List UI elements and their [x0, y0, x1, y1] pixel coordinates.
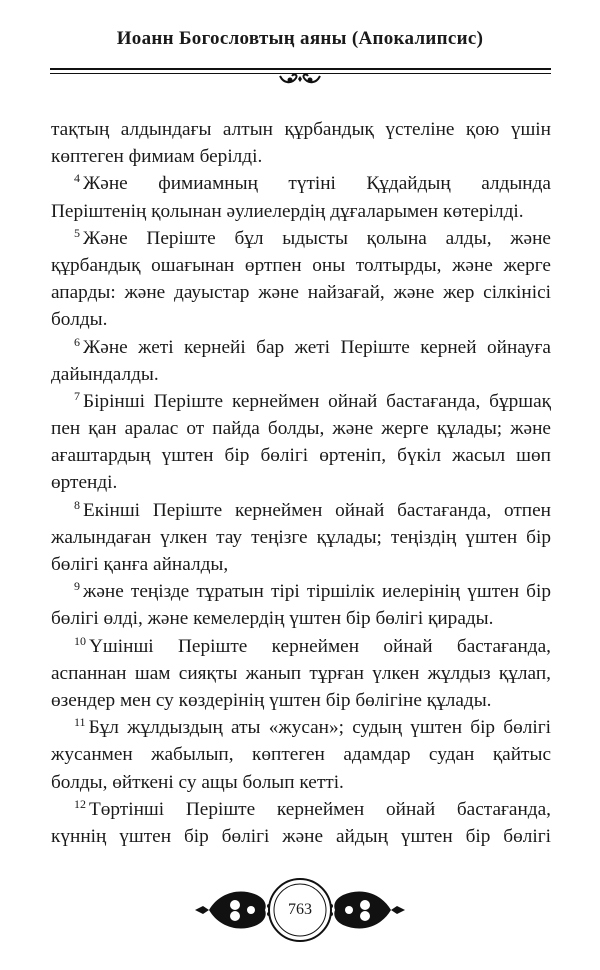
verse-number: 5	[74, 225, 80, 240]
text-line	[51, 469, 551, 496]
verse	[51, 796, 551, 850]
line-text: апарды: және дауыстар және найзағай, және жер сілкінісі	[51, 282, 551, 304]
line-text: жусанмен жабылып, көптеген адамдар судан қайтыс	[51, 744, 551, 766]
text-line	[51, 170, 551, 197]
verse	[51, 578, 551, 632]
text-line	[51, 143, 551, 170]
line-text: Бұл жұлдыздың аты «жусан»; судың үштен бір бөлігі	[88, 717, 551, 739]
line-text: аспаннан шам сияқты жанып тұрған үлкен жұлдыз құлап,	[51, 662, 551, 684]
text-line	[51, 279, 551, 306]
text-line	[51, 198, 551, 225]
line-text: Үшінші Періште кернеймен ойнай бастағанда,	[89, 635, 551, 657]
line-text: және теңізде тұратын тірі тіршілік иелерінің үштен бір	[83, 581, 551, 603]
running-header-title: Иоанн Богословтың аяны (Апокалипсис)	[116, 28, 484, 49]
text-line	[51, 497, 551, 524]
line-text: күннің үштен бір бөлігі және айдың үштен бір бөлігі	[51, 825, 551, 847]
text-line	[51, 361, 551, 388]
line-text: Және Періште бұл ыдысты қолына алды, және	[83, 227, 551, 249]
text-line	[51, 633, 551, 660]
line-text: құрбандық ошағынан өртпен оны толтырды, және жерге	[51, 254, 551, 276]
text-line	[51, 741, 551, 768]
line-text: бөлігі өлді, және кемелердің үштен бір бөлігі қирады.	[51, 608, 494, 630]
header-ornament-icon	[276, 72, 324, 86]
line-text: пен қан аралас от пайда болды, және жерге құлады; және	[51, 418, 551, 440]
text-line	[51, 388, 551, 415]
text-line	[51, 605, 551, 632]
text-line	[51, 796, 551, 823]
text-line	[51, 225, 551, 252]
line-text: ағаштардың үштен бір бөлігі өртеніп, бүкіл жасыл шөп	[51, 445, 551, 467]
line-text: өртенді.	[51, 472, 118, 494]
line-text: Бірінші Періште кернеймен ойнай бастағанда, бұршақ	[83, 390, 551, 412]
line-text: жалындаған үлкен тау теңізге құлады; теңіздің үштен бір	[51, 526, 551, 548]
page-number-ornament	[195, 875, 405, 945]
line-text: өзендер мен су көздерінің үштен бір бөлігіне құлады.	[51, 689, 492, 711]
text-line	[51, 334, 551, 361]
verse-number: 12	[74, 796, 86, 811]
verse	[51, 334, 551, 388]
verse-number: 8	[74, 497, 80, 512]
text-line	[51, 442, 551, 469]
text-line	[51, 524, 551, 551]
line-text: болды.	[51, 309, 108, 331]
page-number: 763	[288, 901, 312, 918]
verse	[51, 116, 551, 170]
text-line	[51, 551, 551, 578]
line-text: болды, өйткені су ащы болып кетті.	[51, 771, 344, 793]
verse	[51, 170, 551, 224]
line-text: бөлігі қанға айналды,	[51, 554, 229, 575]
verse-number: 7	[74, 388, 80, 403]
text-line	[51, 415, 551, 442]
line-text: Және жеті кернейі бар жеті Періште керней ойнауға	[83, 336, 551, 358]
text-line	[51, 687, 551, 714]
text-line	[51, 578, 551, 605]
text-line	[51, 306, 551, 333]
verse-number: 9	[74, 579, 80, 594]
line-text: тақтың алдындағы алтын құрбандық үстеліне қою үшін	[51, 119, 551, 140]
line-text: Төртінші Періште кернеймен ойнай бастағанда,	[89, 798, 551, 820]
text-line	[51, 714, 551, 741]
header-rule-thick	[50, 68, 551, 70]
text-line	[51, 823, 551, 850]
line-text: Екінші Періште кернеймен ойнай бастағанда, отпен	[83, 499, 551, 521]
page-body-text	[51, 116, 551, 850]
verse	[51, 714, 551, 796]
line-text: көптеген фимиам берілді.	[51, 146, 263, 168]
line-text: Періштенің қолынан әулиелердің дұғаларымен көтерілді.	[51, 200, 524, 222]
verse	[51, 388, 551, 497]
verse-number: 11	[74, 715, 86, 730]
verse-number: 4	[74, 171, 80, 186]
verse	[51, 633, 551, 715]
text-line	[51, 769, 551, 796]
verse-number: 10	[74, 633, 86, 648]
line-text: Және фимиамның түтіні Құдайдың алдында	[83, 173, 551, 195]
text-line	[51, 660, 551, 687]
line-text: дайындалды.	[51, 363, 159, 385]
text-line	[51, 116, 551, 143]
text-line	[51, 252, 551, 279]
verse	[51, 225, 551, 334]
verse-number: 6	[74, 334, 80, 349]
verse	[51, 497, 551, 579]
